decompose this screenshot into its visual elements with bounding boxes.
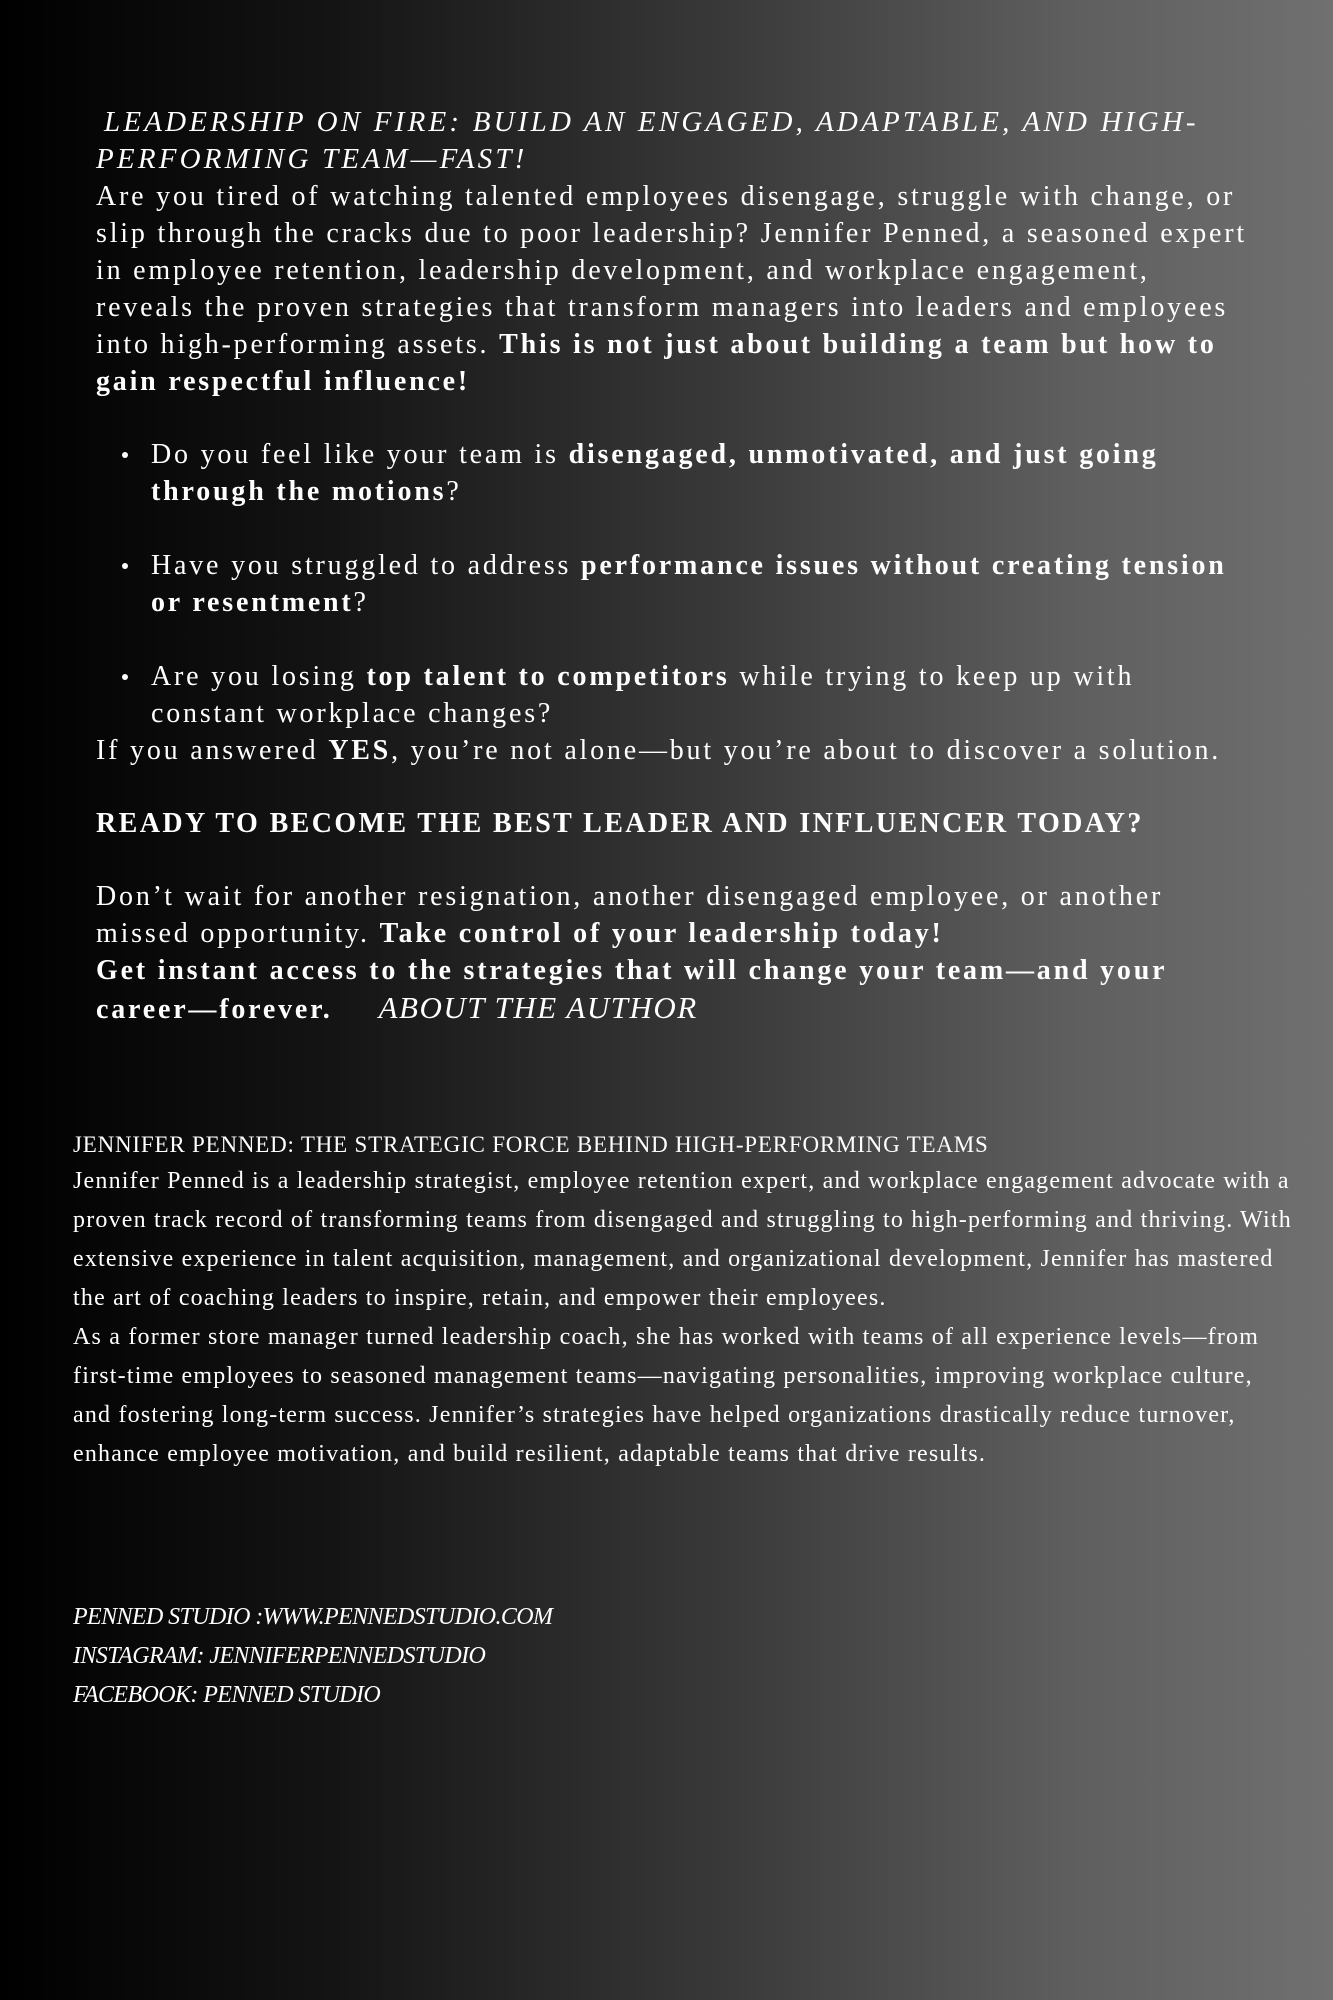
instagram-link: INSTAGRAM: JENNIFERPENNEDSTUDIO [73, 1643, 486, 1669]
headline-line-2: PERFORMING TEAM—FAST! [96, 143, 528, 175]
question-text: Do you feel like your team is [151, 439, 569, 470]
answer-text: If you answered [96, 735, 329, 766]
social-links [73, 1598, 552, 1715]
answer-paragraph [96, 732, 1256, 769]
question-list [96, 436, 1256, 732]
question-bold: disengaged, unmotivated, and just going through the motions [151, 439, 1159, 507]
list-item [151, 547, 1256, 621]
website-link: PENNED STUDIO :WWW.PENNEDSTUDIO.COM [73, 1604, 553, 1630]
headline-line-1: LEADERSHIP ON FIRE: BUILD AN ENGAGED, ADAPTABLE, AND HIGH- [104, 106, 1199, 138]
author-bio [73, 1128, 1293, 1474]
intro-bold-text: This is not just about building a team but how to gain respectful influence! [96, 329, 1217, 397]
about-heading: ABOUT THE AUTHOR [378, 990, 698, 1025]
author-paragraph-2: As a former store manager turned leadership coach, she has worked with teams of all experience levels—from first-time employees to seasoned management teams—navigating personalities, improving workplace culture, and fostering long-term success. Jennifer’s strategies have helped organizations drastically reduce turnover, enhance employee motivation, and build resilient, adaptable teams that drive results. [73, 1324, 1260, 1467]
question-end: while trying to keep up with constant workplace changes? [151, 661, 1135, 729]
answer-rest: , you’re not alone—but you’re about to discover a solution. [391, 735, 1222, 766]
question-end: ? [446, 476, 462, 507]
list-item [151, 436, 1256, 510]
author-paragraph-1: Jennifer Penned is a leadership strategist, employee retention expert, and workplace engagement advocate with a proven track record of transforming teams from disengaged and struggling to high-performing and thriving. With extensive experience in talent acquisition, management, and organizational development, Jennifer has mastered the art of coaching leaders to inspire, retain, and empower their employees. [73, 1168, 1292, 1311]
list-item [151, 658, 1256, 732]
question-text: Are you losing [151, 661, 367, 692]
cta-text: Don’t wait for another resignation, another disengaged employee, or another missed opportunity. [96, 881, 1164, 949]
question-text: Have you struggled to address [151, 550, 582, 581]
facebook-link: FACEBOOK: PENNED STUDIO [73, 1682, 381, 1708]
intro-text: Are you tired of watching talented employees disengage, struggle with change, or slip through the cracks due to poor leadership? Jennifer Penned, a seasoned expert in employee retention, leadership development, and workplace engagement, reveals the proven strategies that transform managers into leaders and employees into high-performing assets. [96, 181, 1247, 360]
author-title: JENNIFER PENNED: THE STRATEGIC FORCE BEHIND HIGH-PERFORMING TEAMS [73, 1132, 989, 1157]
intro-paragraph [96, 178, 1256, 400]
question-bold: performance issues without creating tension or resentment [151, 550, 1227, 618]
cta-bold-2: Get instant access to the strategies that will change your team—and your career—forever. [96, 955, 1167, 1025]
book-headline [96, 104, 1256, 178]
question-bold: top talent to competitors [366, 661, 730, 692]
cta-paragraph [96, 878, 1256, 1028]
book-blurb [96, 104, 1256, 1028]
cta-heading: READY TO BECOME THE BEST LEADER AND INFLUENCER TODAY? [96, 808, 1144, 839]
cta-bold: Take control of your leadership today! [379, 918, 944, 949]
answer-yes: YES [328, 735, 392, 766]
question-end: ? [353, 587, 369, 618]
